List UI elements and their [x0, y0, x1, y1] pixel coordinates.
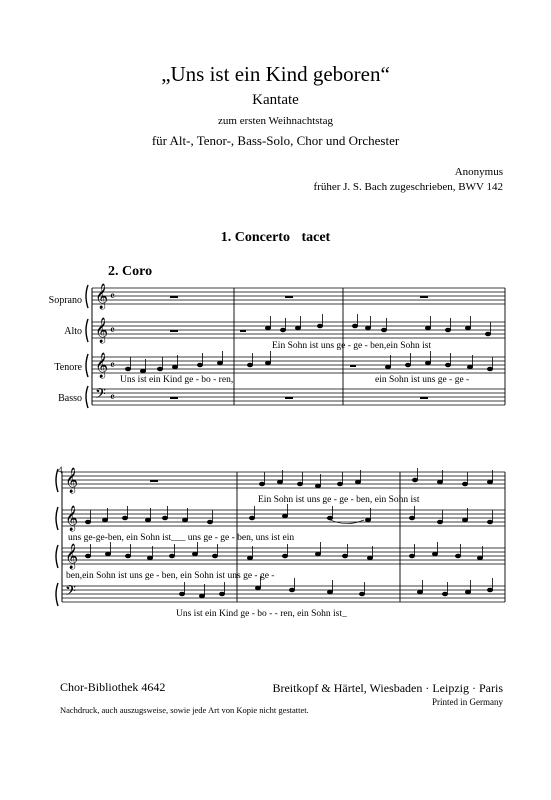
cantata-title: „Uns ist ein Kind geboren“	[161, 62, 390, 86]
copyright-notice: Nachdruck, auch auszugsweise, sowie jede Art von Kopie nicht gestattet.	[60, 705, 309, 715]
lyrics-bass-system2: Uns ist ein Kind ge - bo - - ren, ein Sohn ist_	[176, 609, 347, 619]
time-signature-icon: 𝄴	[110, 391, 115, 404]
movement-1-title: 1. Concerto	[220, 230, 290, 245]
system-1-clefs	[95, 283, 115, 406]
lyrics-alto-system1: Ein Sohn ist uns ge - ge - ben,ein Sohn ist	[272, 341, 432, 351]
voice-label-tenor: Tenore	[54, 362, 82, 373]
voice-label-alto: Alto	[64, 326, 82, 337]
publisher: Breitkopf & Härtel, Wiesbaden · Leipzig · Paris	[272, 681, 503, 695]
lyrics-soprano-system2: Ein Sohn ist uns ge - ge - ben, ein Sohn ist	[258, 495, 420, 505]
series-label: Chor-Bibliothek 4642	[60, 680, 166, 694]
scoring-line: für Alt-, Tenor-, Bass-Solo, Chor und Orchester	[151, 133, 400, 148]
measure-number: 4	[58, 465, 63, 475]
voice-label-bass: Basso	[58, 393, 82, 404]
treble-clef-icon: 𝄞	[95, 353, 109, 378]
movement-2-title: 2. Coro	[108, 264, 153, 279]
movement-1-status: tacet	[301, 230, 331, 245]
bass-clef-icon: 𝄢	[65, 583, 76, 603]
cantata-subtitle: Kantate	[252, 92, 299, 108]
author: Anonymus	[454, 166, 503, 178]
lyrics-alto-system2: uns ge-ge-ben, ein Sohn ist___ uns ge - ge - ben, uns ist ein	[68, 533, 295, 543]
treble-clef-icon: 𝄞	[65, 544, 79, 569]
treble-clef-icon: 𝄞	[95, 318, 109, 343]
time-signature-icon: 𝄴	[110, 290, 115, 303]
time-signature-icon: 𝄴	[110, 324, 115, 337]
bass-clef-icon: 𝄢	[95, 386, 106, 406]
attribution: früher J. S. Bach zugeschrieben, BWV 142	[313, 181, 503, 193]
treble-clef-icon: 𝄞	[95, 284, 109, 309]
lyrics-tenor-system2: ben,ein Sohn ist uns ge - ben, ein Sohn ist uns ge - ge -	[66, 571, 275, 581]
printed-in: Printed in Germany	[432, 697, 503, 707]
lyrics-tenor-system1-b: ein Sohn ist uns ge - ge -	[375, 375, 470, 385]
occasion-line: zum ersten Weihnachtstag	[218, 115, 333, 127]
treble-clef-icon: 𝄞	[65, 506, 79, 531]
voice-label-soprano: Soprano	[48, 295, 82, 306]
system-2-rests	[150, 480, 158, 482]
lyrics-tenor-system1-a: Uns ist ein Kind ge - bo - ren,	[120, 375, 234, 385]
treble-clef-icon: 𝄞	[65, 468, 79, 493]
time-signature-icon: 𝄴	[110, 359, 115, 372]
